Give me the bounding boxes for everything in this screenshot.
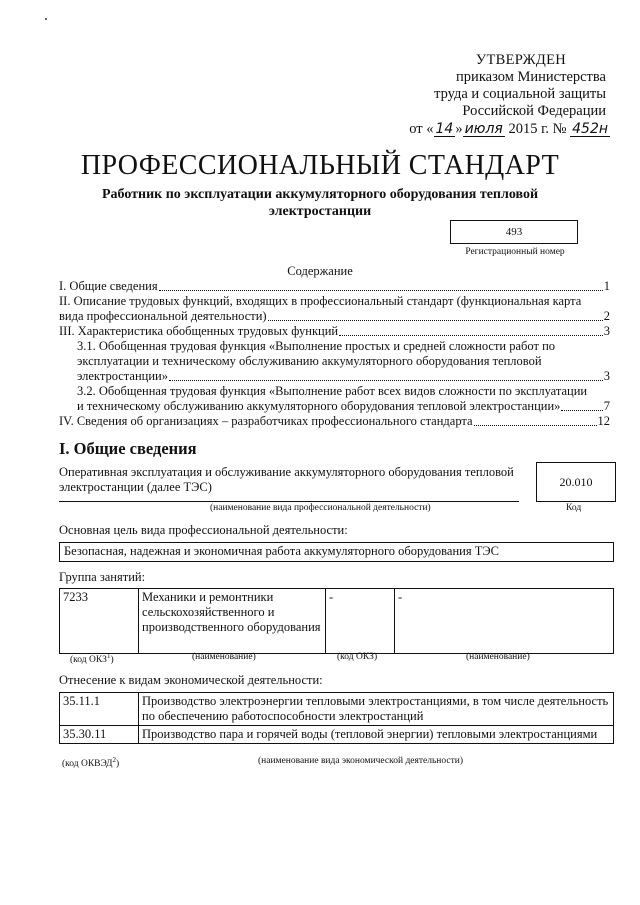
activity-code-box: 20.010 — [536, 462, 616, 502]
document-subtitle: Работник по эксплуатации аккумуляторного оборудования тепловой электростанции — [101, 187, 539, 219]
okz-code-caption: (код ОКЗ$^1$) — [70, 652, 114, 666]
okz-name-cell-2: - — [395, 589, 614, 654]
approval-line-1: приказом Министерства — [456, 69, 606, 85]
approval-date — [380, 121, 610, 138]
okved-name-cell: Производство пара и горячей воды (тепловой энергии) тепловыми электростанциями — [139, 726, 614, 744]
okved-code-cell: 35.30.11 — [60, 726, 139, 744]
toc-entry[interactable]: 3.1. Обобщенная трудовая функция «Выполнение простых и средней сложности работ по эксплуатации и техническому обслуживанию аккумуляторного оборудования тепловой электростанции» 3 — [77, 339, 610, 383]
okz-name-caption-2: (наименование) — [466, 652, 530, 662]
goal-label: Основная цель вида профессиональной деятельности: — [59, 523, 348, 537]
occupation-group-table — [59, 588, 614, 654]
table-row — [60, 726, 614, 744]
table-row — [60, 589, 614, 654]
approval-block — [380, 52, 610, 138]
okz-code-cell-2: - — [326, 589, 395, 654]
approval-line-3: Российской Федерации — [462, 103, 606, 119]
handwritten-month: июля — [464, 121, 503, 137]
approval-line-2: труда и социальной защиты — [434, 86, 606, 102]
toc-entry[interactable]: 3.2. Обобщенная трудовая функция «Выполнение работ всех видов сложности по эксплуатации и техническому обслуживанию аккумуляторного оборудования тепловой электростанции» 7 — [77, 384, 610, 413]
toc-heading: Содержание — [287, 264, 353, 278]
table-row — [60, 693, 614, 726]
okz-code-caption-2: (код ОКЗ) — [337, 652, 378, 662]
okz-code-cell: 7233 — [60, 589, 139, 654]
date-prefix: от « — [409, 121, 434, 137]
okz-name-caption: (наименование) — [192, 652, 256, 662]
group-label: Группа занятий: — [59, 570, 146, 584]
okved-name-cell: Производство электроэнергии тепловыми электростанциями, в том числе деятельность по обеспечению работоспособности электростанций — [139, 693, 614, 726]
goal-box: Безопасная, надежная и экономичная работа аккумуляторного оборудования ТЭС — [59, 542, 614, 562]
econ-activity-table — [59, 692, 614, 744]
okved-code-caption: (код ОКВЭД$^2$) — [62, 756, 120, 770]
registration-caption: Регистрационный номер — [465, 247, 565, 257]
scan-speck — [45, 18, 47, 20]
document-title: ПРОФЕССИОНАЛЬНЫЙ СТАНДАРТ — [80, 150, 560, 181]
activity-name: Оперативная эксплуатация и обслуживание аккумуляторного оборудования тепловой электростанции (далее ТЭС) — [59, 465, 514, 494]
toc-entry[interactable]: II. Описание трудовых функций, входящих в профессиональный стандарт (функциональная карта вида профессиональной деятельности) 2 — [59, 294, 610, 323]
toc-entry[interactable]: I. Общие сведения 1 — [59, 279, 610, 293]
toc-entry[interactable]: III. Характеристика обобщенных трудовых функций 3 — [59, 324, 610, 338]
registration-number-box: 493 — [450, 220, 578, 244]
approval-title: УТВЕРЖДЕН — [475, 52, 566, 68]
okz-name-cell: Механики и ремонтники сельскохозяйственного и производственного оборудования — [139, 589, 326, 654]
date-year: 2015 г. № — [504, 121, 567, 137]
code-caption: Код — [566, 503, 582, 513]
handwritten-day: 14 — [435, 121, 454, 137]
section-heading: I. Общие сведения — [59, 439, 197, 458]
econ-label: Отнесение к видам экономической деятельности: — [59, 673, 323, 687]
okved-code-cell: 35.11.1 — [60, 693, 139, 726]
table-of-contents — [59, 279, 610, 429]
divider — [59, 501, 519, 502]
activity-caption: (наименование вида профессиональной деятельности) — [210, 503, 431, 513]
toc-entry[interactable]: IV. Сведения об организациях – разработчиках профессионального стандарта 12 — [59, 414, 610, 428]
handwritten-number: 452н — [572, 121, 608, 137]
okved-name-caption: (наименование вида экономической деятельности) — [258, 756, 463, 766]
date-sep: » — [455, 121, 463, 137]
